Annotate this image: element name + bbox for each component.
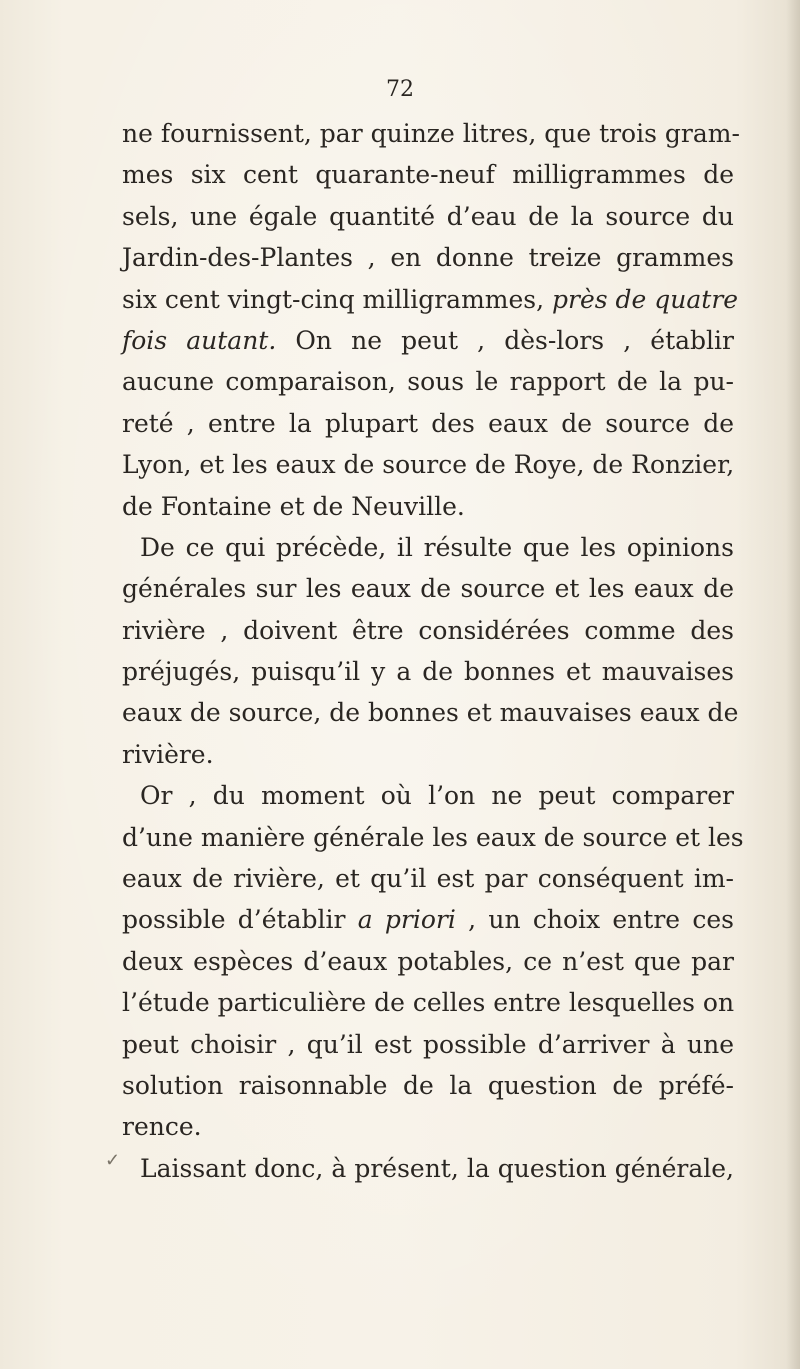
paragraph-2 [122, 527, 739, 775]
text-line: d’une manière générale les eaux de source et les [122, 822, 744, 852]
text-line: Jardin-des-Plantes , en donne treize grammes [122, 243, 734, 273]
text-run: , un choix entre ces [455, 905, 734, 935]
text-line: reté , entre la plupart des eaux de source de [122, 408, 734, 438]
paragraph-3 [122, 775, 744, 1148]
page-edge-shadow [786, 0, 800, 1369]
text-line [122, 279, 739, 320]
body-text [122, 113, 744, 1189]
text-line: ne fournissent, par quinze litres, que trois gram- [122, 119, 740, 148]
italic-phrase: près de quatre [552, 284, 739, 314]
text-line: rivière. [122, 739, 214, 769]
stray-ink-mark: ✓ [105, 1150, 121, 1171]
text-line: générales sur les eaux de source et les eaux de [122, 574, 734, 604]
italic-phrase: fois autant. [122, 325, 277, 355]
text-line: Or , du moment où l’on ne peut comparer [140, 781, 734, 811]
text-line: rence. [122, 1112, 202, 1142]
paragraph-4 [122, 1148, 734, 1189]
text-line: De ce qui précède, il résulte que les opinions [140, 532, 734, 562]
text-line: solution raisonnable de la question de préfé- [122, 1070, 734, 1100]
text-line: rivière , doivent être considérées comme des [122, 615, 734, 645]
text-line: Laissant donc, à présent, la question générale, [140, 1153, 734, 1183]
text-line: Lyon, et les eaux de source de Roye, de Ronzier, [122, 450, 735, 480]
text-line: deux espèces d’eaux potables, ce n’est que par [122, 946, 734, 976]
text-line: aucune comparaison, sous le rapport de la pu- [122, 367, 734, 397]
text-line: eaux de rivière, et qu’il est par conséquent im- [122, 864, 734, 894]
text-line [122, 899, 734, 940]
text-line: préjugés, puisqu’il y a de bonnes et mauvaises [122, 657, 734, 687]
text-line: sels, une égale quantité d’eau de la source du [122, 201, 734, 231]
text-run: six cent vingt-cinq milligrammes, [122, 284, 553, 314]
text-line: mes six cent quarante-neuf milligrammes de [122, 160, 734, 190]
page-number: 72 [386, 77, 414, 102]
text-run: On ne peut , dès-lors , établir [276, 325, 734, 355]
text-line: l’étude particulière de celles entre lesquelles on [122, 988, 735, 1018]
text-line: de Fontaine et de Neuville. [122, 491, 465, 521]
italic-phrase: a priori [357, 905, 456, 935]
text-run: possible d’établir [122, 905, 358, 935]
text-line: eaux de source, de bonnes et mauvaises eaux de [122, 698, 739, 728]
paragraph-1 [122, 113, 740, 527]
text-line [122, 320, 734, 361]
text-line: peut choisir , qu’il est possible d’arriver à une [122, 1029, 734, 1059]
